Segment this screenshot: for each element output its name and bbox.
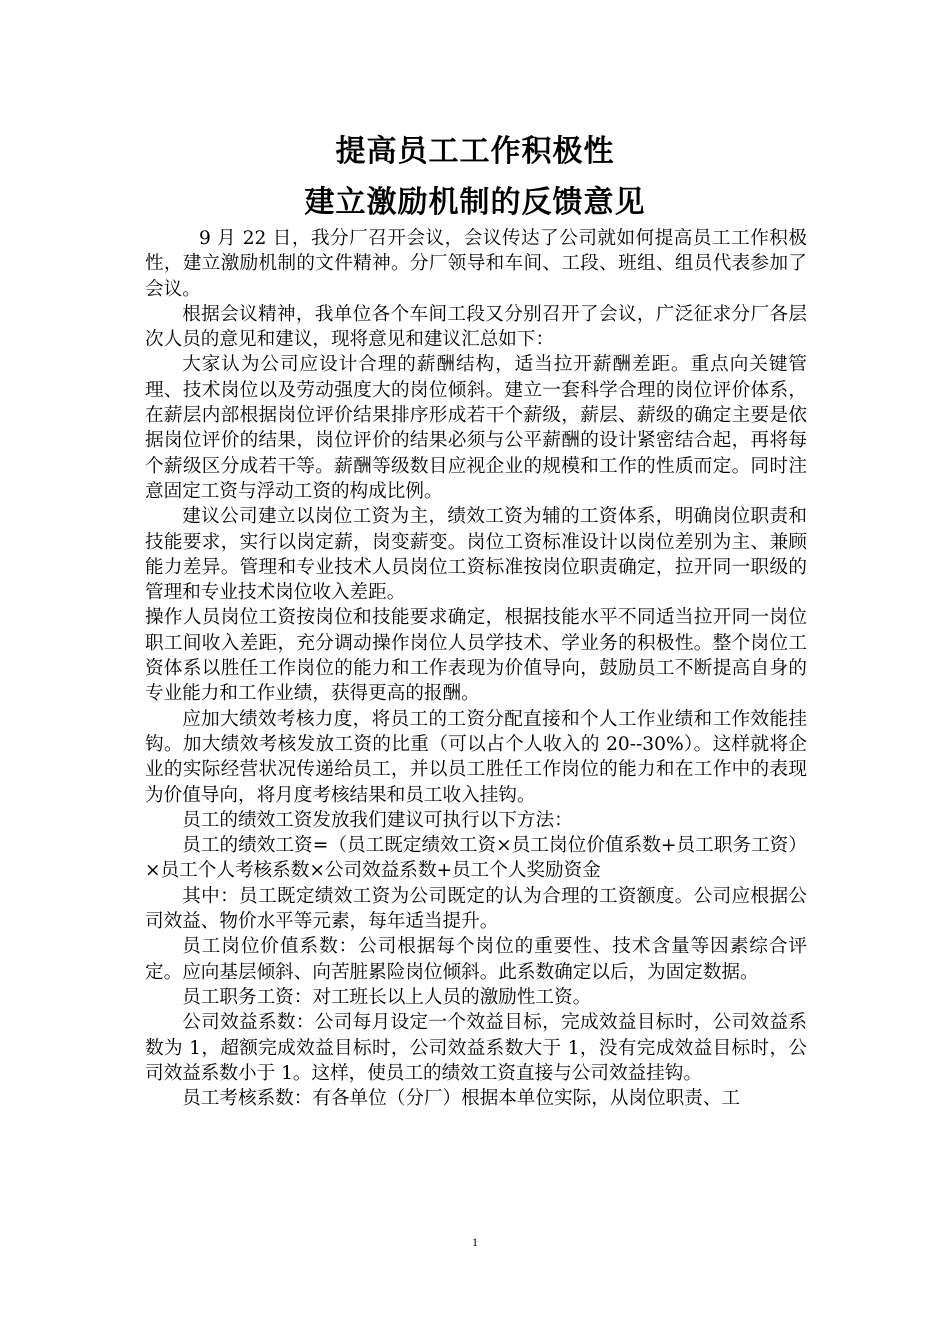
document-title (0, 126, 950, 228)
title-line-1: 提高员工工作积极性 (335, 134, 615, 169)
document-body (145, 226, 807, 1111)
paragraph-position-coefficient: 员工岗位价值系数：公司根据每个岗位的重要性、技术含量等因素综合评定。应向基层倾斜、向苦脏累险岗位倾斜。此系数确定以后，为固定数据。 (145, 936, 807, 983)
paragraph-operator-wage: 操作人员岗位工资按岗位和技能要求确定，根据技能水平不同适当拉开同一岗位职工间收入差距，充分调动操作岗位人员学技术、学业务的积极性。整个岗位工资体系以胜任工作岗位的能力和工作表现为价值导向，鼓励员工不断提高自身的专业能力和工作业绩，获得更高的报酬。 (145, 607, 807, 705)
paragraph-base-wage: 其中：员工既定绩效工资为公司既定的认为合理的工资额度。公司应根据公司效益、物价水平等元素，每年适当提升。 (145, 885, 807, 933)
paragraph-review-coefficient: 员工考核系数：有各单位（分厂）根据本单位实际，从岗位职责、工 (182, 1088, 741, 1110)
paragraph-performance-review: 应加大绩效考核力度，将员工的工资分配直接和个人工作业绩和工作效能挂钩。加大绩效考核发放工资的比重（可以占个人收入的 20--30%）。这样就将企业的实际经营状况传递给员工，并以员工胜任工作岗位的能力和在工作中的表现为价值导向，将月度考核结果和员工收入挂钩。 (145, 708, 807, 806)
paragraph-duty-wage: 员工职务工资：对工班长以上人员的激励性工资。 (182, 986, 592, 1008)
paragraph-company-coefficient: 公司效益系数：公司每月设定一个效益目标，完成效益目标时，公司效益系数为 1，超额完成效益目标时，公司效益系数大于 1，没有完成效益目标时，公司效益系数小于 1。这样，使员工的绩效工资直接与公司效益挂钩。 (145, 1012, 807, 1084)
title-line-2: 建立激励机制的反馈意见 (304, 185, 646, 220)
page-number: 1 (472, 1235, 478, 1249)
paragraph-method-intro: 员工的绩效工资发放我们建议可执行以下方法： (182, 809, 573, 831)
paragraph-meeting-intro: 9 月 22 日，我分厂召开会议，会议传达了公司就如何提高员工工作积极性，建立激励机制的文件精神。分厂领导和车间、工段、班组、组员代表参加了会议。 (145, 228, 807, 300)
paragraph-formula: 员工的绩效工资=（员工既定绩效工资×员工岗位价值系数+员工职务工资）×员工个人考核系数×公司效益系数+员工个人奖励资金 (145, 835, 807, 882)
paragraph-salary-structure: 大家认为公司应设计合理的薪酬结构，适当拉开薪酬差距。重点向关键管理、技术岗位以及劳动强度大的岗位倾斜。建立一套科学合理的岗位评价体系，在薪层内部根据岗位评价结果排序形成若干个薪级，薪层、薪级的确定主要是依据岗位评价的结果，岗位评价的结果必须与公平薪酬的设计紧密结合起，再将每个薪级区分成若干等。薪酬等级数目应视企业的规模和工作的性质而定。同时注意固定工资与浮动工资的构成比例。 (145, 354, 807, 502)
paragraph-meeting-spirit: 根据会议精神，我单位各个车间工段又分别召开了会议，广泛征求分厂各层次人员的意见和建议，现将意见和建议汇总如下： (145, 303, 807, 351)
paragraph-position-wage: 建议公司建立以岗位工资为主，绩效工资为辅的工资体系，明确岗位职责和技能要求，实行以岗定薪，岗变薪变。岗位工资标准设计以岗位差别为主、兼顾能力差异。管理和专业技术人员岗位工资标准按岗位职责确定，拉开同一职级的管理和专业技术岗位收入差距。 (145, 506, 807, 604)
